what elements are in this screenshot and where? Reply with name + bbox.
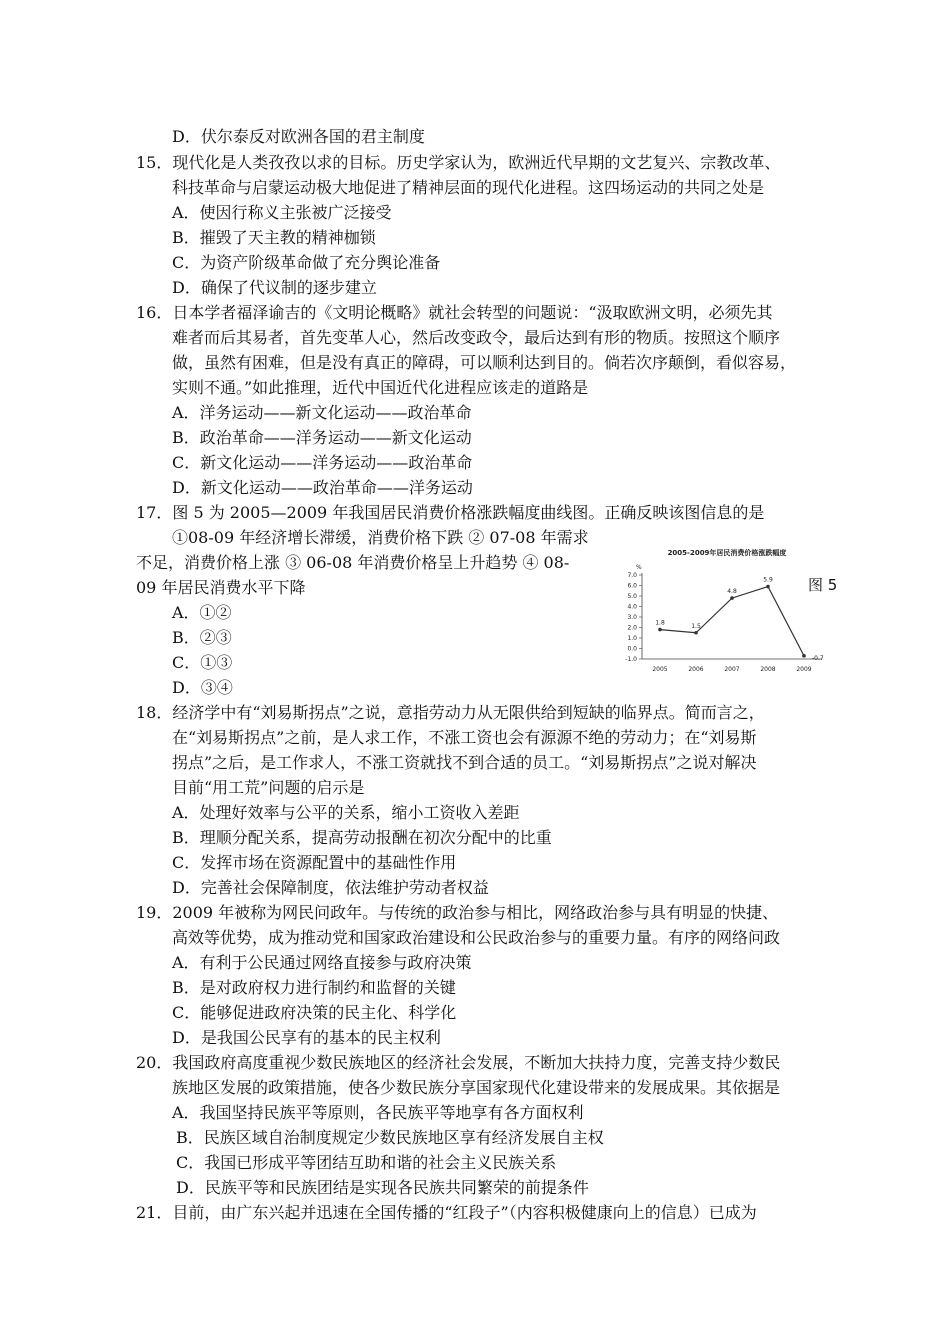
question-16-stem: 难者而后其易者，首先变革人心，然后改变政令，最后达到有形的物质。按照这个顺序 (172, 328, 781, 347)
question-19-option-d: D．是我国公民享有的基本的民主权利 (172, 1028, 441, 1047)
question-17-option-b: B．②③ (172, 628, 232, 647)
x-tick-label: 2009 (796, 666, 812, 673)
question-17-option-c: C．①③ (172, 653, 233, 672)
question-20-stem: 族地区发展的政策措施，使各少数民族分享国家现代化建设带来的发展成果。其依据是 (172, 1078, 781, 1097)
question-20-option-b: B．民族区域自治制度规定少数民族地区享有经济发展自主权 (176, 1128, 604, 1147)
data-point (802, 654, 806, 658)
data-point (658, 628, 662, 632)
y-tick-label: 1.0 (627, 635, 637, 642)
question-19-stem: 19．2009 年被称为网民问政年。与传统的政治参与相比，网络政治参与具有明显的快捷、 (136, 903, 779, 922)
question-17-stem: 不足，消费价格上涨 ③ 06-08 年消费价格呈上升趋势 ④ 08- (136, 553, 570, 572)
x-tick-label: 2008 (760, 666, 776, 673)
data-label: -0.7 (812, 654, 824, 662)
figure-label: 图 5 (808, 576, 838, 594)
question-21-stem: 21．目前，由广东兴起并迅速在全国传播的“红段子”（内容积极健康向上的信息）已成为 (136, 1203, 757, 1222)
question-19-option-a: A．有利于公民通过网络直接参与政府决策 (172, 953, 472, 972)
data-label: 1.5 (691, 622, 701, 630)
question-16-option-c: C．新文化运动——洋务运动——政治革命 (172, 453, 473, 472)
question-17-option-d: D．③④ (172, 678, 233, 697)
chart-title: 2005-2009年居民消费价格涨跌幅度 (667, 549, 787, 557)
question-15-option-c: C．为资产阶级革命做了充分舆论准备 (172, 253, 441, 272)
question-15-option-a: A．使因行称义主张被广泛接受 (172, 203, 392, 222)
data-label: 4.8 (727, 588, 737, 596)
question-15-option-d: D．确保了代议制的逐步建立 (172, 278, 377, 297)
option-text: D．伏尔泰反对欧洲各国的君主制度 (172, 127, 425, 146)
question-16-option-a: A．洋务运动——新文化运动——政治革命 (172, 403, 472, 422)
question-20-option-a: A．我国坚持民族平等原则，各民族平等地享有各方面权利 (172, 1103, 584, 1122)
question-18-option-d: D．完善社会保障制度，依法维护劳动者权益 (172, 878, 489, 897)
question-19-stem: 高效等优势，成为推动党和国家政治建设和公民政治参与的重要力量。有序的网络问政 (172, 928, 781, 947)
question-15-option-b: B．摧毁了天主教的精神枷锁 (172, 228, 376, 247)
question-18-stem: 18．经济学中有“刘易斯拐点”之说，意指劳动力从无限供给到短缺的临界点。简而言之， (136, 703, 765, 722)
x-tick-label: 2005 (652, 666, 668, 673)
question-17-option-a: A．①② (172, 603, 232, 622)
question-16-stem: 实则不通。”如此推理，近代中国近代化进程应该走的道路是 (172, 378, 589, 397)
y-tick-label: 0.0 (627, 645, 637, 653)
y-tick-label: 3.0 (627, 614, 637, 621)
question-16-option-d: D．新文化运动——政治革命——洋务运动 (172, 478, 473, 497)
question-17-stem: ①08-09 年经济增长滞缓，消费价格下跌 ② 07-08 年需求 (172, 528, 589, 547)
question-17-stem: 17．图 5 为 2005—2009 年我国居民消费价格涨跌幅度曲线图。正确反映该图信息的是 (136, 503, 765, 522)
question-20-stem: 20．我国政府高度重视少数民族地区的经济社会发展，不断加大扶持力度，完善支持少数民 (136, 1053, 781, 1072)
y-tick-label: -1.0 (625, 656, 637, 663)
question-19-option-c: C．能够促进政府决策的民主化、科学化 (172, 1003, 457, 1022)
question-16-stem: 做，虽然有困难，但是没有真正的障碍，可以顺利达到目的。倘若次序颠倒，看似容易， (172, 353, 797, 372)
x-tick-label: 2007 (724, 666, 740, 673)
y-tick-label: 5.0 (627, 593, 637, 600)
question-18-option-b: B．理顺分配关系，提高劳动报酬在初次分配中的比重 (172, 828, 552, 847)
y-tick-label: 2.0 (627, 624, 637, 632)
question-18-stem: 目前“用工荒”问题的启示是 (172, 778, 365, 797)
data-label: 5.9 (763, 576, 773, 584)
question-18-stem: 拐点”之后，是工作求人，不涨工资就找不到合适的员工。“刘易斯拐点”之说对解决 (172, 753, 757, 772)
data-point (766, 585, 770, 589)
question-18-option-c: C．发挥市场在资源配置中的基础性作用 (172, 853, 457, 872)
y-tick-label: 4.0 (627, 603, 637, 611)
x-tick-label: 2006 (688, 666, 704, 673)
consumer-price-chart (612, 543, 842, 683)
question-20-option-c: C．我国已形成平等团结互助和谐的社会主义民族关系 (176, 1153, 557, 1172)
question-16-option-b: B．政治革命——洋务运动——新文化运动 (172, 428, 472, 447)
data-point (694, 631, 698, 635)
question-15-stem: 科技革命与启蒙运动极大地促进了精神层面的现代化进程。这四场运动的共同之处是 (172, 178, 765, 197)
question-17-stem: 09 年居民消费水平下降 (136, 578, 306, 597)
data-point (730, 596, 734, 600)
question-20-option-d: D．民族平等和民族团结是实现各民族共同繁荣的前提条件 (176, 1178, 589, 1197)
question-15-stem: 15．现代化是人类孜孜以求的目标。历史学家认为，欧洲近代早期的文艺复兴、宗教改革、 (136, 153, 781, 172)
y-tick-label: 6.0 (627, 582, 637, 590)
y-tick-label: 7.0 (627, 572, 637, 579)
question-19-option-b: B．是对政府权力进行制约和监督的关键 (172, 978, 456, 997)
question-18-stem: 在“刘易斯拐点”之前，是人求工作，不涨工资也会有源源不绝的劳动力；在“刘易斯 (172, 728, 757, 747)
y-axis-unit: % (636, 564, 642, 571)
data-label: 1.8 (655, 619, 665, 627)
question-18-option-a: A．处理好效率与公平的关系，缩小工资收入差距 (172, 803, 520, 822)
question-16-stem: 16．日本学者福泽谕吉的《文明论概略》就社会转型的问题说：“汲取欧洲文明，必须先其 (136, 303, 773, 322)
